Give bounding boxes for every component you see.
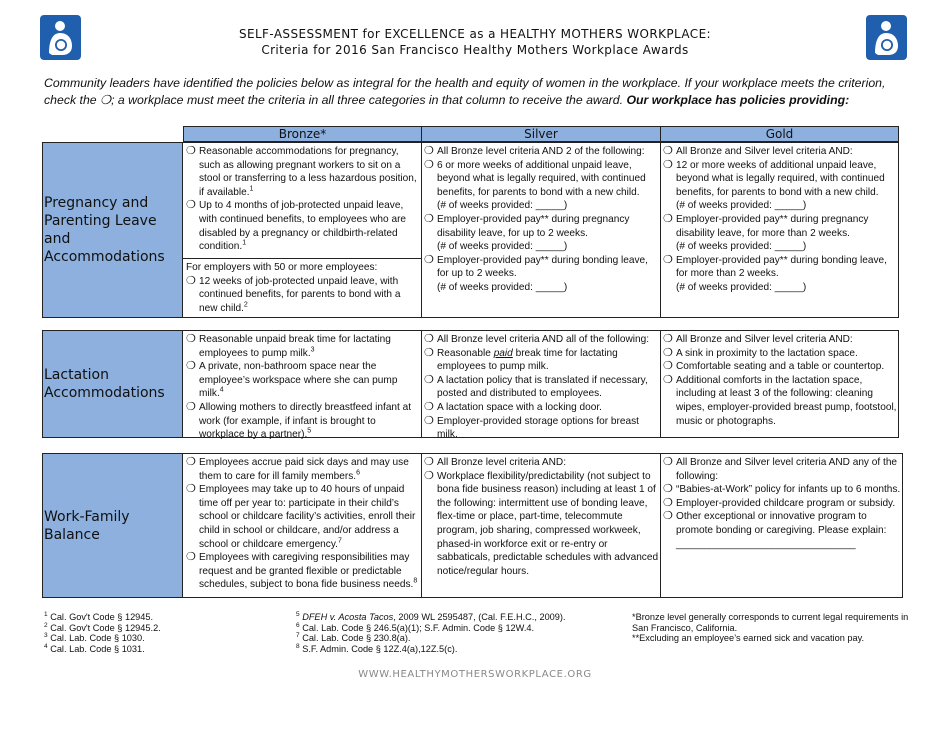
footnote-ref: 4 (219, 387, 224, 395)
legend-notes (632, 612, 922, 644)
category-name: Lactation Accommodations (44, 367, 165, 401)
footnote (44, 623, 284, 634)
checkbox-circle[interactable]: ❍ (186, 551, 196, 564)
footnote-text: Cal. Lab. Code § 230.8(a). (302, 633, 411, 644)
item-text: 12 or more weeks of additional unpaid leave, beyond what is legally required, with continued benefits, for parents to bond with a new child. (676, 159, 885, 198)
bronze-criteria-cell (184, 331, 422, 442)
fill-in-blank: (# of weeks provided: _____) (676, 281, 807, 293)
footnote-ref: 8 (413, 577, 418, 585)
list-item (663, 497, 902, 511)
criteria-lead: All Bronze and Silver level criteria AND any of the following: (676, 457, 898, 482)
list-item (186, 483, 420, 551)
footnote-text: S.F. Admin. Code § 12Z.4(a),12Z.5(c). (302, 643, 458, 654)
item-text: Employer-provided storage options for breast milk. (437, 415, 639, 441)
fill-in-blank: (# of weeks provided: _____) (437, 281, 568, 293)
footnote-number: 8 (296, 642, 300, 650)
list-item (186, 401, 420, 442)
list-item (424, 374, 660, 401)
item-text: Workplace flexibility/predictability (not subject to bona fide business reason) including at least 1 of the following: intermittent use of bonding leave, flex-time or place, part-time, telecommute program, job sharing, compressed workweek, phased-in workforce exit or re-entry or sabbaticals, predictable schedules with advanced notice/regular hours. (437, 470, 659, 577)
bronze-criteria-cell (184, 454, 422, 592)
list-item (424, 254, 660, 295)
item-text: A sink in proximity to the lactation space. (676, 347, 858, 359)
item-text: 6 or more weeks of additional unpaid leave, beyond what is legally required, with continued benefits, for parents to bond with a new child. (437, 159, 646, 198)
footnote (44, 612, 284, 623)
list-item (424, 401, 660, 415)
silver-criteria-cell (422, 331, 662, 442)
list-item (663, 159, 898, 213)
criteria-lead: All Bronze and Silver level criteria AND: (676, 334, 853, 345)
checkbox-circle[interactable]: ❍ (424, 469, 434, 482)
checkbox-circle[interactable]: ❍ (186, 145, 196, 157)
item-text: Up to 4 months of job-protected unpaid leave, with continued benefits, to employees who are disabled by a pregnancy or childbirth-related condition. (199, 200, 407, 253)
checkbox-circle[interactable]: ❍ (186, 400, 196, 413)
checkbox-circle[interactable]: ❍ (424, 346, 434, 359)
item-text-pre: Reasonable (437, 347, 494, 359)
checkbox-circle[interactable]: ❍ (424, 333, 434, 345)
checkbox-circle[interactable]: ❍ (424, 145, 434, 157)
case-name: DFEH v. Acosta Tacos (302, 612, 394, 622)
footnote-text: Cal. Lab. Code § 246.5(a)(1); S.F. Admin. Code § 12W.4. (302, 622, 535, 633)
item-text: Comfortable seating and a table or countertop. (676, 361, 885, 373)
list-item (424, 347, 660, 374)
criteria-lead: All Bronze and Silver level criteria AND: (676, 146, 853, 157)
footnote-number: 3 (44, 632, 48, 640)
fill-in-blank: ________________________________ (676, 538, 856, 550)
category-section (42, 142, 899, 318)
item-text: Reasonable accommodations for pregnancy, such as allowing pregnant workers to sit on a stool or transferring to a less hazardous position, if available. (199, 146, 417, 198)
checkbox-circle[interactable]: ❍ (663, 253, 673, 266)
list-item (186, 199, 420, 253)
category-label (43, 331, 183, 437)
page-subtitle: Criteria for 2016 San Francisco Healthy Mothers Workplace Awards (261, 43, 689, 57)
intro-paragraph: Community leaders have identified the policies below as integral for the health and equity of women in the workplace. If your workplace meets the criterion, check the ❍; a workplace must meet the criteria in all three categories in that column to receive the award. Our workplace has policies providing: (44, 76, 886, 107)
footnote-number: 1 (44, 610, 48, 618)
footer-url: WWW.HEALTHYMOTHERSWORKPLACE.ORG (358, 669, 592, 680)
list-item (663, 510, 902, 551)
footnote-ref: 3 (310, 346, 315, 354)
footnote-text: Cal. Gov't Code § 12945. (50, 612, 154, 622)
list-item (424, 145, 660, 159)
pay-note: **Excluding an employee’s earned sick and vacation pay. (632, 633, 865, 644)
category-section (42, 330, 899, 441)
column-header-silver: Silver (421, 126, 661, 142)
checkbox-circle[interactable]: ❍ (663, 373, 673, 386)
list-item (424, 159, 660, 213)
checkbox-circle[interactable]: ❍ (424, 158, 434, 171)
bronze-criteria-cell (184, 143, 422, 254)
footnote-text: , 2009 WL 2595487, (Cal. F.E.H.C., 2009). (393, 612, 566, 622)
list-item (186, 551, 420, 592)
footnote (44, 644, 284, 655)
list-item (663, 483, 902, 497)
checkbox-circle[interactable]: ❍ (186, 333, 196, 345)
checkbox-circle[interactable]: ❍ (186, 274, 196, 287)
item-text-emphasis: paid (493, 347, 513, 359)
item-text: Other exceptional or innovative program to promote bonding or caregiving. Please explain: (676, 511, 887, 536)
item-text: Additional comforts in the lactation space, including at least 3 of the following: cleaning wipes, employer-provided breast pump, footstool, music or photographs. (676, 374, 897, 427)
footnote-ref: 1 (249, 185, 254, 193)
checkbox-circle[interactable]: ❍ (186, 199, 196, 212)
checkbox-circle[interactable]: ❍ (663, 483, 673, 496)
column-header-bronze: Bronze* (183, 126, 422, 142)
category-label (43, 143, 183, 317)
item-text: A lactation policy that is translated if necessary, posted and distributed to employees. (437, 374, 648, 400)
criteria-lead: All Bronze level criteria AND all of the following: (437, 334, 650, 345)
item-text: Employees accrue paid sick days and may use them to care for ill family members. (199, 457, 409, 482)
checkbox-circle[interactable]: ❍ (663, 346, 673, 359)
category-name: Pregnancy and Parenting Leave and Accommodations (44, 195, 165, 265)
footnote (296, 644, 616, 655)
fill-in-blank: (# of weeks provided: _____) (437, 200, 568, 212)
checkbox-circle[interactable]: ❍ (663, 496, 673, 509)
checkbox-circle[interactable]: ❍ (424, 414, 434, 427)
footnote-text: Cal. Lab. Code § 1030. (50, 633, 145, 644)
category-name: Work-Family Balance (44, 508, 130, 543)
checkbox-circle[interactable]: ❍ (663, 158, 673, 171)
checkbox-circle[interactable]: ❍ (663, 456, 673, 468)
footnote-text: Cal. Gov't Code § 12945.2. (50, 622, 161, 633)
list-item (424, 415, 660, 442)
footnote-text: Cal. Lab. Code § 1031. (50, 643, 145, 654)
list-item (663, 145, 898, 159)
gold-criteria-cell (661, 454, 904, 551)
criteria-lead: All Bronze level criteria AND 2 of the following: (437, 146, 645, 157)
list-item (186, 275, 420, 316)
footnote-number: 2 (44, 621, 48, 629)
item-text: Employees may take up to 40 hours of unpaid time off per year to: participate in their child’s school or childcare facility’s activities, enroll their child in school or childcare, and/or address a school or childcare emergency. (199, 484, 416, 550)
footnote-ref: 7 (337, 537, 342, 545)
checkbox-circle[interactable]: ❍ (424, 253, 434, 266)
bronze-large-employer-cell (184, 259, 422, 315)
checkbox-circle[interactable]: ❍ (663, 333, 673, 345)
list-item (663, 456, 902, 483)
footnotes-left (44, 612, 284, 654)
list-item (186, 360, 420, 401)
footnote (296, 612, 616, 623)
checkbox-circle[interactable]: ❍ (663, 212, 673, 225)
bronze-note: *Bronze level generally corresponds to current legal requirements in San Francisco, California. (632, 612, 909, 633)
footnote-ref: 6 (356, 469, 360, 477)
footnote-ref: 1 (242, 239, 247, 247)
category-section (42, 453, 903, 598)
list-item (186, 333, 420, 360)
page-title: SELF-ASSESSMENT for EXCELLENCE as a HEALTHY MOTHERS WORKPLACE: (238, 27, 712, 41)
gold-criteria-cell (661, 143, 900, 295)
list-item (424, 213, 660, 254)
sub-heading: For employers with 50 or more employees: (186, 262, 378, 273)
item-text: 12 weeks of job-protected unpaid leave, with continued benefits, for parents to bond with a new child. (199, 275, 401, 314)
footnote-number: 7 (296, 632, 300, 640)
checkbox-circle[interactable]: ❍ (424, 456, 434, 468)
footnote (44, 633, 284, 644)
item-text: Employer-provided pay** during bonding leave, for up to 2 weeks. (437, 254, 648, 280)
list-item (424, 333, 660, 347)
item-text-post: break time for lactating employees to pump milk. (437, 347, 618, 373)
footnote-number: 4 (44, 642, 48, 650)
item-text: Employer-provided pay** during pregnancy disability leave, for more than 2 weeks. (676, 213, 869, 239)
footnote-ref: 5 (307, 427, 312, 435)
item-text: Employer-provided pay** during bonding leave, for more than 2 weeks. (676, 254, 887, 280)
fill-in-blank: (# of weeks provided: _____) (676, 241, 807, 253)
item-text: Allowing mothers to directly breastfeed infant at work (for example, if infant is brought to workplace by a partner). (199, 401, 412, 441)
list-item (424, 456, 660, 470)
gold-criteria-cell (661, 331, 900, 428)
checkbox-circle[interactable]: ❍ (186, 360, 196, 373)
fill-in-blank: (# of weeks provided: _____) (437, 241, 568, 253)
list-item (186, 456, 420, 483)
footnote (296, 623, 616, 634)
footnotes-middle (296, 612, 616, 654)
checkbox-circle[interactable]: ❍ (186, 483, 196, 496)
checkbox-circle[interactable]: ❍ (424, 373, 434, 386)
list-item (186, 145, 420, 199)
item-text: A lactation space with a locking door. (437, 401, 602, 413)
column-header-gold: Gold (660, 126, 899, 142)
list-item (663, 347, 898, 361)
item-text: Employees with caregiving responsibilities may request and be granted flexible or predictable schedules, subject to bona fide business needs. (199, 552, 414, 591)
item-text: Employer-provided pay** during pregnancy disability leave, for up to 2 weeks. (437, 213, 630, 239)
checkbox-circle[interactable]: ❍ (663, 360, 673, 373)
checkbox-circle[interactable]: ❍ (424, 400, 434, 413)
item-text: Reasonable unpaid break time for lactating employees to pump milk. (199, 334, 391, 359)
footnote-number: 5 (296, 610, 300, 618)
item-text: Employer-provided childcare program or subsidy. (676, 497, 896, 509)
silver-criteria-cell (422, 143, 662, 295)
footnote-ref: 2 (243, 301, 248, 309)
list-item (663, 213, 898, 254)
criteria-lead: All Bronze level criteria AND: (437, 457, 567, 468)
checkbox-circle[interactable]: ❍ (663, 145, 673, 157)
category-label (43, 454, 183, 597)
fill-in-blank: (# of weeks provided: _____) (676, 200, 807, 212)
list-item (663, 360, 898, 374)
silver-criteria-cell (422, 454, 662, 578)
item-text: A private, non-bathroom space near the employee’s workspace where she can pump milk. (199, 361, 398, 400)
checkbox-circle[interactable]: ❍ (663, 510, 673, 523)
item-text: “Babies-at-Work” policy for infants up to 6 months. (676, 484, 901, 496)
list-item (663, 333, 898, 347)
checkbox-circle[interactable]: ❍ (186, 456, 196, 468)
item-text (437, 348, 618, 373)
footnote-number: 6 (296, 621, 300, 629)
list-item (663, 254, 898, 295)
checkbox-circle[interactable]: ❍ (424, 212, 434, 225)
footnote (296, 633, 616, 644)
list-item (663, 374, 898, 428)
list-item (424, 470, 660, 579)
